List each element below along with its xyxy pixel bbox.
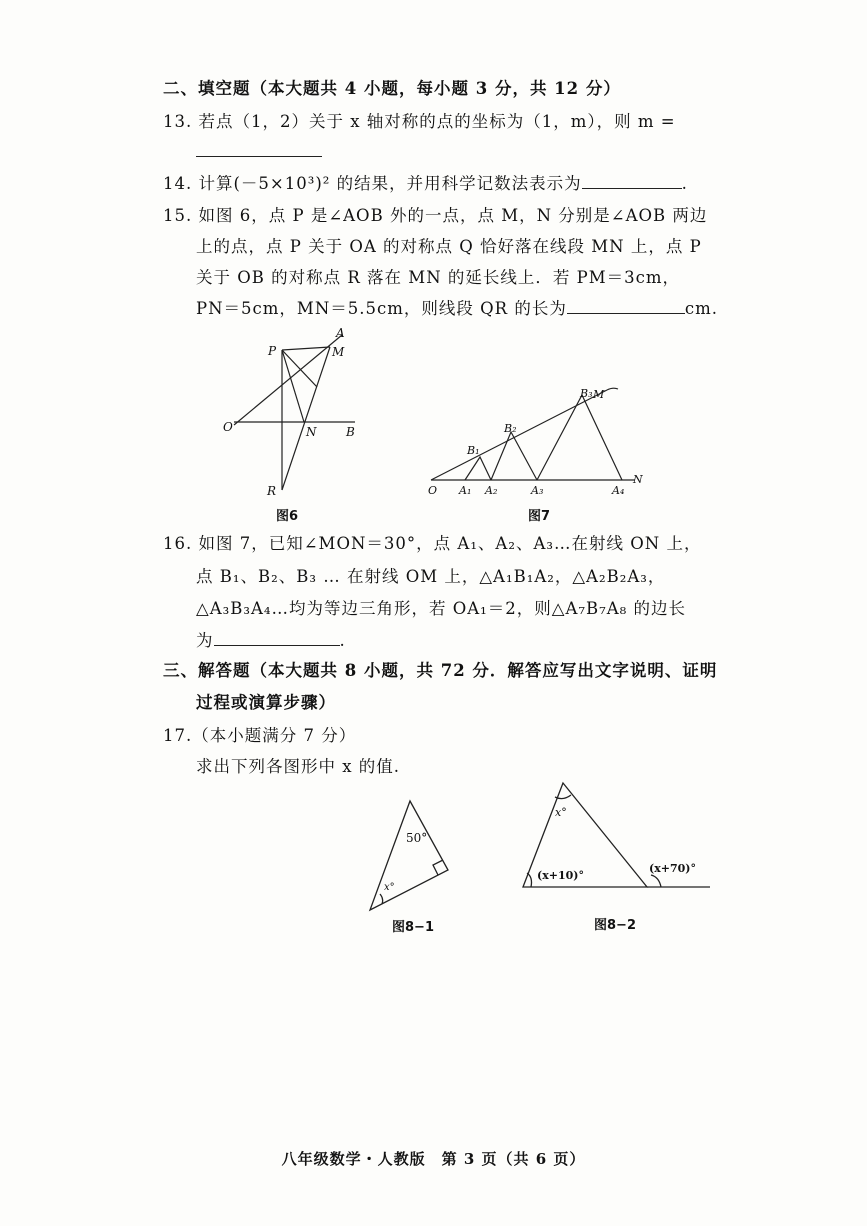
question-16-line3: △A₃B₃A₄…均为等边三角形，若 OA₁＝2，则△A₇B₇A₈ 的边长 (196, 599, 687, 618)
label-n: N (306, 425, 317, 439)
label-o: O (428, 484, 438, 497)
answer-blank-13 (196, 156, 322, 157)
label-a3: A₃ (531, 484, 544, 497)
ray-oa (234, 335, 342, 425)
question-15-line4 (196, 295, 718, 319)
triangle-2 (491, 432, 537, 480)
segment-pm (282, 347, 330, 350)
ray-om (431, 390, 607, 480)
question-15-line1: 15. 如图 6，点 P 是∠AOB 外的一点，点 M，N 分别是∠AOB 两边 (163, 206, 708, 225)
figure-7 (425, 385, 655, 504)
section-heading-fill-in: 二、填空题（本大题共 4 小题，每小题 3 分，共 12 分） (163, 79, 621, 98)
section-heading-solutions: 三、解答题（本大题共 8 小题，共 72 分．解答应写出文字说明、证明 (163, 661, 718, 680)
figure-8-2-caption: 图8−2 (594, 918, 636, 933)
answer-blank-14 (582, 174, 682, 189)
question-17-title: 17.（本小题满分 7 分） (163, 726, 357, 745)
ray-om-arc (607, 388, 618, 390)
question-17-prompt: 求出下列各图形中 x 的值. (196, 757, 401, 776)
figure-8-1-caption: 图8−1 (392, 920, 434, 935)
label-b: B (346, 425, 355, 439)
label-b2: B₂ (504, 422, 517, 435)
right-triangle (370, 801, 448, 910)
label-a1: A₁ (459, 484, 472, 497)
figure-6-caption: 图6 (276, 509, 299, 524)
question-16-line1: 16. 如图 7，已知∠MON＝30°，点 A₁、A₂、A₃…在射线 ON 上， (163, 534, 702, 553)
label-r: R (267, 484, 277, 498)
label-b1: B₁ (467, 444, 480, 457)
question-16-suffix: . (339, 631, 346, 650)
answer-blank-15 (567, 299, 685, 314)
label-m: M (593, 388, 605, 401)
question-15-line2: 上的点，点 P 关于 OA 的对称点 Q 恰好落在线段 MN 上，点 P (196, 237, 702, 256)
triangle-3 (537, 395, 622, 480)
label-p: P (268, 344, 277, 358)
label-a: A (336, 326, 345, 340)
answer-blank-16 (214, 631, 340, 646)
angle-x-label: x° (384, 882, 395, 893)
figure-6 (220, 325, 370, 504)
angle-x-plus-10-label: (x+10)° (537, 869, 584, 882)
question-15-line3: 关于 OB 的对称点 R 落在 MN 的延长线上．若 PM＝3cm， (196, 268, 681, 287)
figure-8-1 (362, 795, 457, 919)
question-15-text: PN＝5cm，MN＝5.5cm，则线段 QR 的长为 (196, 299, 567, 318)
line-mr (282, 347, 330, 490)
angle-x-label: x° (555, 806, 567, 819)
label-o: O (223, 420, 233, 434)
question-16-line2: 点 B₁、B₂、B₃ … 在射线 OM 上，△A₁B₁A₂，△A₂B₂A₃， (196, 567, 666, 586)
label-n: N (633, 473, 643, 486)
question-15-unit: cm. (684, 299, 718, 318)
label-a4: A₄ (612, 484, 625, 497)
question-16-line4 (196, 627, 346, 651)
question-16-text: 为 (196, 631, 214, 650)
figure-8-2 (515, 775, 715, 899)
question-14-suffix: . (681, 174, 688, 193)
figure-7-caption: 图7 (528, 509, 551, 524)
label-m: M (332, 345, 345, 359)
angle-50-label: 50° (406, 831, 428, 845)
page-footer: 八年级数学・人教版 第 3 页（共 6 页） (281, 1150, 586, 1168)
section-heading-solutions-cont: 过程或演算步骤） (196, 693, 336, 712)
question-14-text: 14. 计算(－5×10³)² 的结果，并用科学记数法表示为 (163, 174, 582, 193)
label-b3: B₃ (580, 387, 593, 400)
angle-x-plus-70-label: (x+70)° (649, 862, 696, 875)
angle-arc-exterior (651, 875, 661, 887)
question-13: 13. 若点（1，2）关于 x 轴对称的点的坐标为（1，m），则 m = (163, 112, 676, 131)
label-a2: A₂ (485, 484, 498, 497)
angle-arc-x (380, 894, 383, 904)
question-14 (163, 170, 688, 194)
